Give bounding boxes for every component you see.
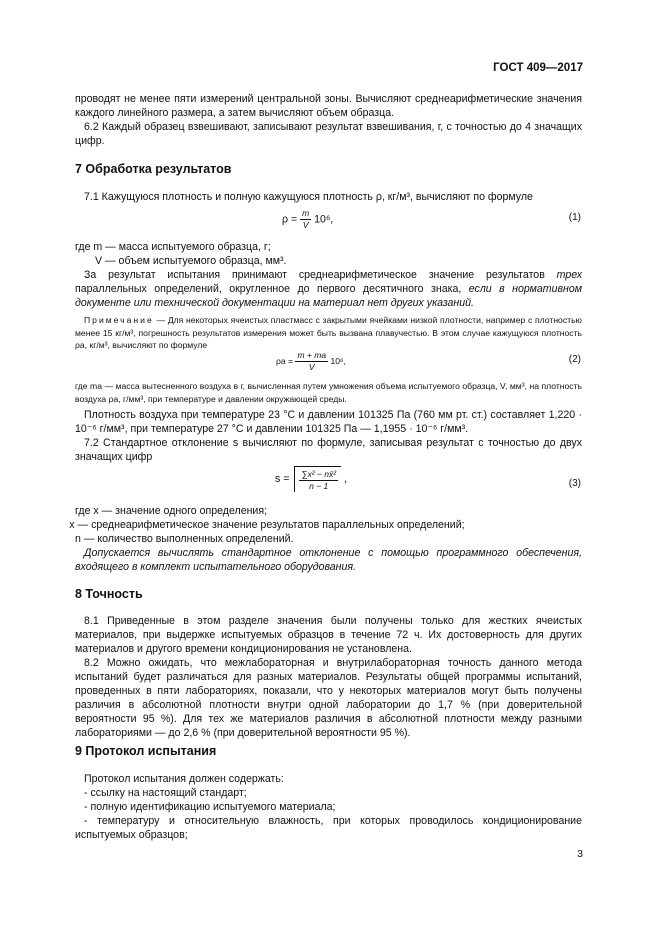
fraction-denominator: n − 1 [309, 481, 329, 491]
paragraph-8-1: 8.1 Приведенные в этом разделе значения были получены только для жестких ячеистых материалов, при выдержке испытуемых образцов в течение 72 ч. Их достоверность для других материалов и другого времени кондиционирования не установлена. [75, 615, 582, 655]
paragraph-result [75, 268, 582, 310]
where-x: где x — значение одного определения; [75, 505, 268, 517]
section-heading-7: 7 Обработка результатов [75, 162, 232, 176]
where-ma: где ma — масса вытесненного воздуха в г, вычисленная путем умножения объема испытуемого образца, V, мм³, на плотность воздуха ρa, г/мм³, при температуре и давлении окружающей среды. [75, 381, 582, 404]
list-item: - полную идентификацию испытуемого материала; [84, 801, 336, 813]
section-heading-9: 9 Протокол испытания [75, 744, 217, 758]
formula-1 [282, 208, 333, 231]
fraction-numerator: ∑x² − nx̄² [301, 469, 337, 479]
formula-3 [275, 466, 347, 492]
fraction-numerator: m [302, 208, 310, 218]
formula-tail: 10⁶, [330, 355, 346, 366]
formula-number: (2) [568, 354, 581, 365]
fraction-denominator: V [308, 362, 315, 372]
list-item: - ссылку на настоящий стандарт; [84, 787, 247, 799]
fraction [300, 208, 311, 231]
document-header: ГОСТ 409—2017 [493, 62, 583, 74]
formula-number: (3) [568, 478, 581, 489]
list-item: - температуру и относительную влажность, при которых проводилось кондиционирование испытуемых образцов; [75, 815, 582, 841]
formula-2 [276, 350, 346, 373]
fraction-denominator: V [302, 220, 309, 230]
where-xbar [64, 518, 582, 532]
paragraph-8-2: 8.2 Можно ожидать, что межлабораторная и внутрилабораторная точность данного метода испытаний будет различаться для разных материалов. Результаты общей программы испытаний, проведенных в пяти лабораториях, показали, что у некоторых материалов могут быть получены различия в абсолютной плотности внутри одной лаборатории до 1,7 % (при доверительной вероятности 95 %). Для тех же материалов различия в абсолютной плотности между разными лабораториями — до 2,6 % (при доверительной вероятности 95 %). [75, 657, 582, 739]
formula-lhs: ρ = [282, 213, 298, 226]
where-n: n — количество выполненных определений. [75, 533, 294, 545]
paragraph-air-density: Плотность воздуха при температуре 23 °С и давлении 101325 Па (760 мм рт. ст.) составляет 1,220 · 10⁻⁶ г/мм³, при температуре 27 °С и давлении 101325 Па — 1,1955 · 10⁻⁶ г/мм³. [75, 409, 582, 435]
formula-lhs: s = [275, 472, 290, 485]
paragraph-7-1: 7.1 Кажущуюся плотность и полную кажущуюся плотность ρ, кг/м³, вычисляют по формуле [84, 191, 533, 203]
formula-number: (1) [568, 212, 581, 223]
paragraph-software: Допускается вычислять стандартное отклонение с помощью программного обеспечения, входящего в комплект испытательного оборудования. [75, 547, 582, 573]
note-label: Примечание [84, 315, 154, 325]
square-root [294, 466, 341, 492]
text-run: x — среднеарифметическое значение результатов параллельных определений; [69, 519, 465, 531]
where-v: V — объем испытуемого образца, мм³. [95, 255, 287, 267]
fraction-numerator: m + ma [297, 350, 327, 360]
text-run-italic: трех [556, 269, 582, 281]
paragraph: проводят не менее пяти измерений центральной зоны. Вычисляют среднеарифметические значения каждого линейного размера, а затем вычисляют объем образца. [75, 93, 582, 119]
fraction [299, 469, 338, 492]
page-number: 3 [577, 848, 583, 860]
formula-tail: 10⁶, [314, 213, 334, 226]
text-run: За результат испытания принимают среднеарифметическое значение результатов [84, 269, 557, 281]
note-text: — Для некоторых ячеистых пластмасс с закрытыми ячейками низкой плотности, например с плотностью менее 15 кг/м³, погрешность результатов измерения может быть вызвана плавучестью. В этом случае кажущуюся плотность ρa, кг/м³, вычисляют по формуле [75, 315, 582, 350]
formula-lhs: ρa = [276, 355, 294, 366]
paragraph-6-2: 6.2 Каждый образец взвешивают, записывают результат взвешивания, г, с точностью до 4 значащих цифр. [75, 121, 582, 147]
paragraph-7-2: 7.2 Стандартное отклонение s вычисляют по формуле, записывая результат с точностью до двух значащих цифр [75, 437, 582, 463]
section-heading-8: 8 Точность [75, 587, 143, 601]
text-run: параллельных определений, округленное до первого десятичного знака, [75, 283, 469, 295]
formula-tail: , [343, 472, 347, 485]
fraction [295, 350, 328, 373]
note [75, 314, 582, 352]
paragraph-protocol-intro: Протокол испытания должен содержать: [84, 773, 284, 785]
text-run-italic: если в нормативном документе или технической документации на материал нет других указаний. [75, 283, 582, 309]
where-m: где m — масса испытуемого образца, г; [75, 241, 271, 253]
